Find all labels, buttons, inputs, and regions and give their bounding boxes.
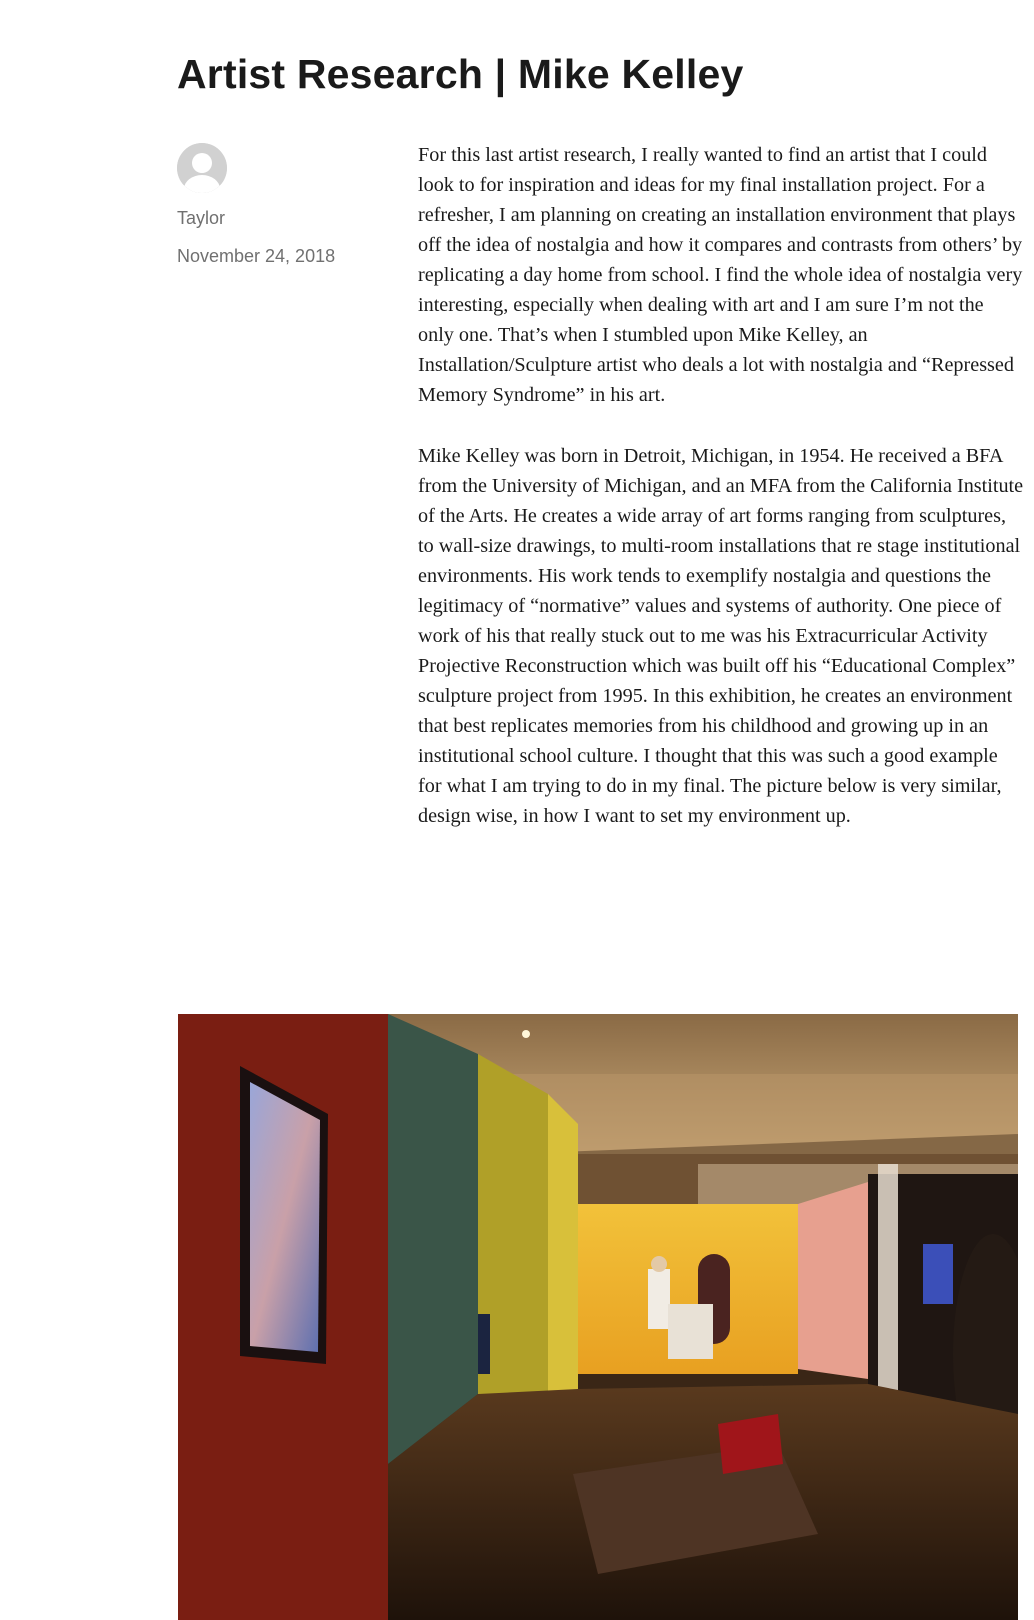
post-meta [177, 143, 377, 269]
post-date[interactable]: November 24, 2018 [177, 246, 336, 266]
default-avatar-icon [177, 143, 227, 193]
paragraph-biography: Mike Kelley was born in Detroit, Michigan, in 1954. He received a BFA from the University of Michigan, and an MFA from the California Institute of the Arts. He creates a wide array of art forms ranging from sculptures, to wall-size drawings, to multi-room installations that re stage institutional environments. His work tends to exemplify nostalgia and questions the legitimacy of “normative” values and systems of authority. One piece of work of his that really stuck out to me was his Extracurricular Activity Projective Reconstruction which was built off his “Educational Complex” sculpture project from 1995. In this exhibition, he creates an environment that best replicates memories from his childhood and growing up in an institutional school culture. I thought that this was such a good example for what I am trying to do in my final. The picture below is very similar, design wise, in how I want to set my environment up. [418, 445, 1024, 827]
post-content [418, 140, 1024, 862]
installation-photo [178, 1014, 1018, 1620]
post-title: Artist Research | Mike Kelley [177, 51, 744, 97]
paragraph-intro: For this last artist research, I really wanted to find an artist that I could look to for inspiration and ideas for my final installation project. For a refresher, I am planning on creating an installation environment that plays off the idea of nostalgia and how it compares and contrasts from others’ by replicating a day home from school. I find the whole idea of nostalgia very interesting, especially when dealing with art and I am sure I’m not the only one. That’s when I stumbled upon Mike Kelley, an Installation/Sculpture artist who deals a lot with nostalgia and “Repressed Memory Syndrome” in his art. [418, 144, 1023, 406]
author-avatar[interactable] [177, 143, 227, 193]
author-name[interactable]: Taylor [177, 208, 226, 228]
